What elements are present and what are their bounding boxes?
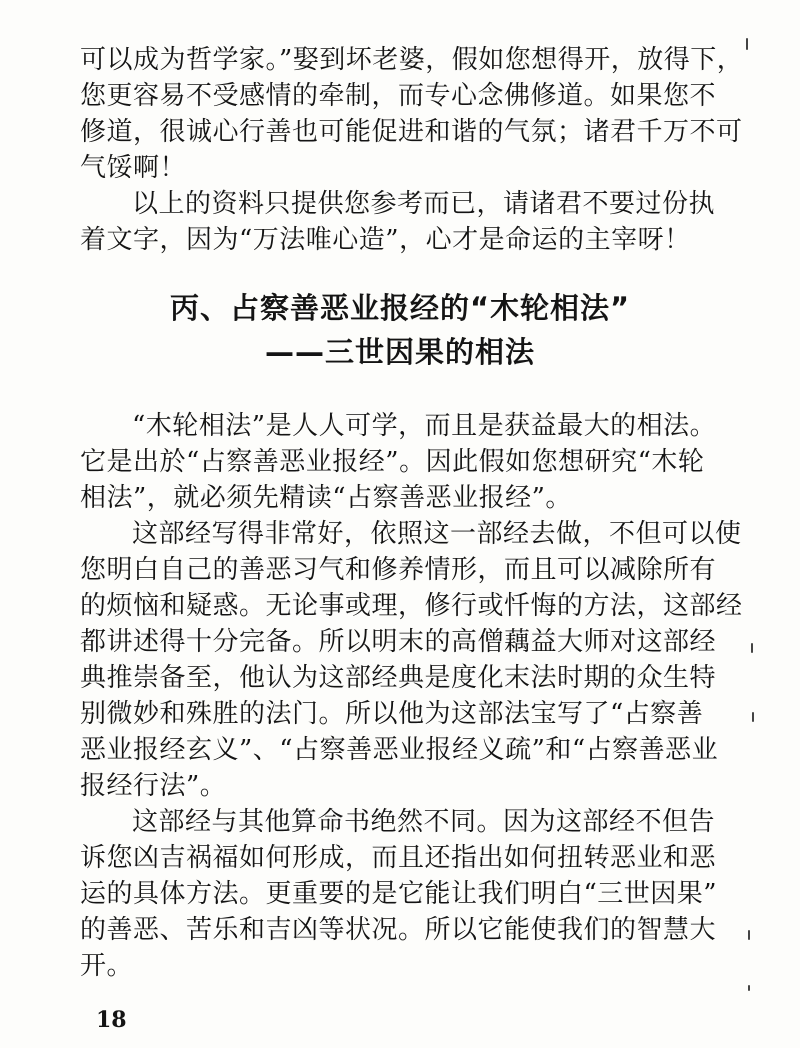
- text-line: 的烦恼和疑惑。无论事或理，修行或忏悔的方法，这部经: [80, 591, 743, 621]
- text-line: 可以成为哲学家。”娶到坏老婆，假如您想得开，放得下，: [80, 45, 744, 75]
- text-line: 修道，很诚心行善也可能促进和谐的气氛；诸君千万不可: [80, 117, 743, 147]
- paragraph: [80, 42, 744, 186]
- section-heading: [80, 286, 720, 374]
- text-line: 这部经与其他算命书绝然不同。因为这部经不但告: [132, 807, 716, 837]
- paragraph: [80, 186, 716, 258]
- text-line: 气馁啊！: [80, 153, 187, 183]
- scan-margin-mark: [746, 38, 748, 50]
- text-line: 开。: [80, 951, 134, 981]
- text-line: 都讲述得十分完备。所以明末的高僧藕益大师对这部经: [80, 627, 717, 657]
- scan-margin-mark: [748, 985, 750, 991]
- text-line: 报经行法”。: [80, 771, 227, 801]
- text-line: 着文字，因为“万法唯心造”，心才是命运的主宰呀！: [80, 225, 691, 255]
- text-line: 这部经写得非常好，依照这一部经去做，不但可以使: [132, 519, 742, 549]
- text-line: 相法”，就必须先精读“占察善恶业报经”。: [80, 483, 572, 513]
- heading-subtitle: ——三世因果的相法: [264, 335, 535, 369]
- text-line: “木轮相法”是人人可学，而且是获益最大的相法。: [132, 411, 717, 441]
- text-line: 诉您凶吉祸福如何形成，而且还指出如何扭转恶业和恶: [80, 843, 717, 873]
- text-line: 您明白自己的善恶习气和修养情形，而且可以减除所有: [80, 555, 717, 585]
- scan-margin-mark: [748, 930, 750, 940]
- scan-margin-mark: [752, 712, 754, 722]
- paragraph: [80, 408, 717, 516]
- paragraph: [80, 516, 743, 804]
- heading-title: 丙、占察善恶业报经的“木轮相法”: [169, 291, 631, 325]
- text-line: 以上的资料只提供您参考而已，请诸君不要过份执: [132, 189, 716, 219]
- text-line: 您更容易不受感情的牵制，而专心念佛修道。如果您不: [80, 81, 717, 111]
- page-number: 18: [96, 1007, 127, 1033]
- text-line: 典推崇备至，他认为这部经典是度化末法时期的众生特: [80, 663, 717, 693]
- text-line: 它是出於“占察善恶业报经”。因此假如您想研究“木轮: [80, 447, 705, 477]
- text-line: 运的具体方法。更重要的是它能让我们明白“三世因果”: [80, 879, 718, 909]
- paragraph: [80, 804, 718, 984]
- scan-margin-mark: [751, 643, 753, 653]
- top-text-block: [80, 42, 744, 258]
- main-text-block: [80, 408, 743, 984]
- text-line: 恶业报经玄义”、“占察善恶业报经义疏”和“占察善恶业: [80, 735, 719, 765]
- text-line: 的善恶、苦乐和吉凶等状况。所以它能使我们的智慧大: [80, 915, 717, 945]
- text-line: 别微妙和殊胜的法门。所以他为这部法宝写了“占察善: [80, 699, 704, 729]
